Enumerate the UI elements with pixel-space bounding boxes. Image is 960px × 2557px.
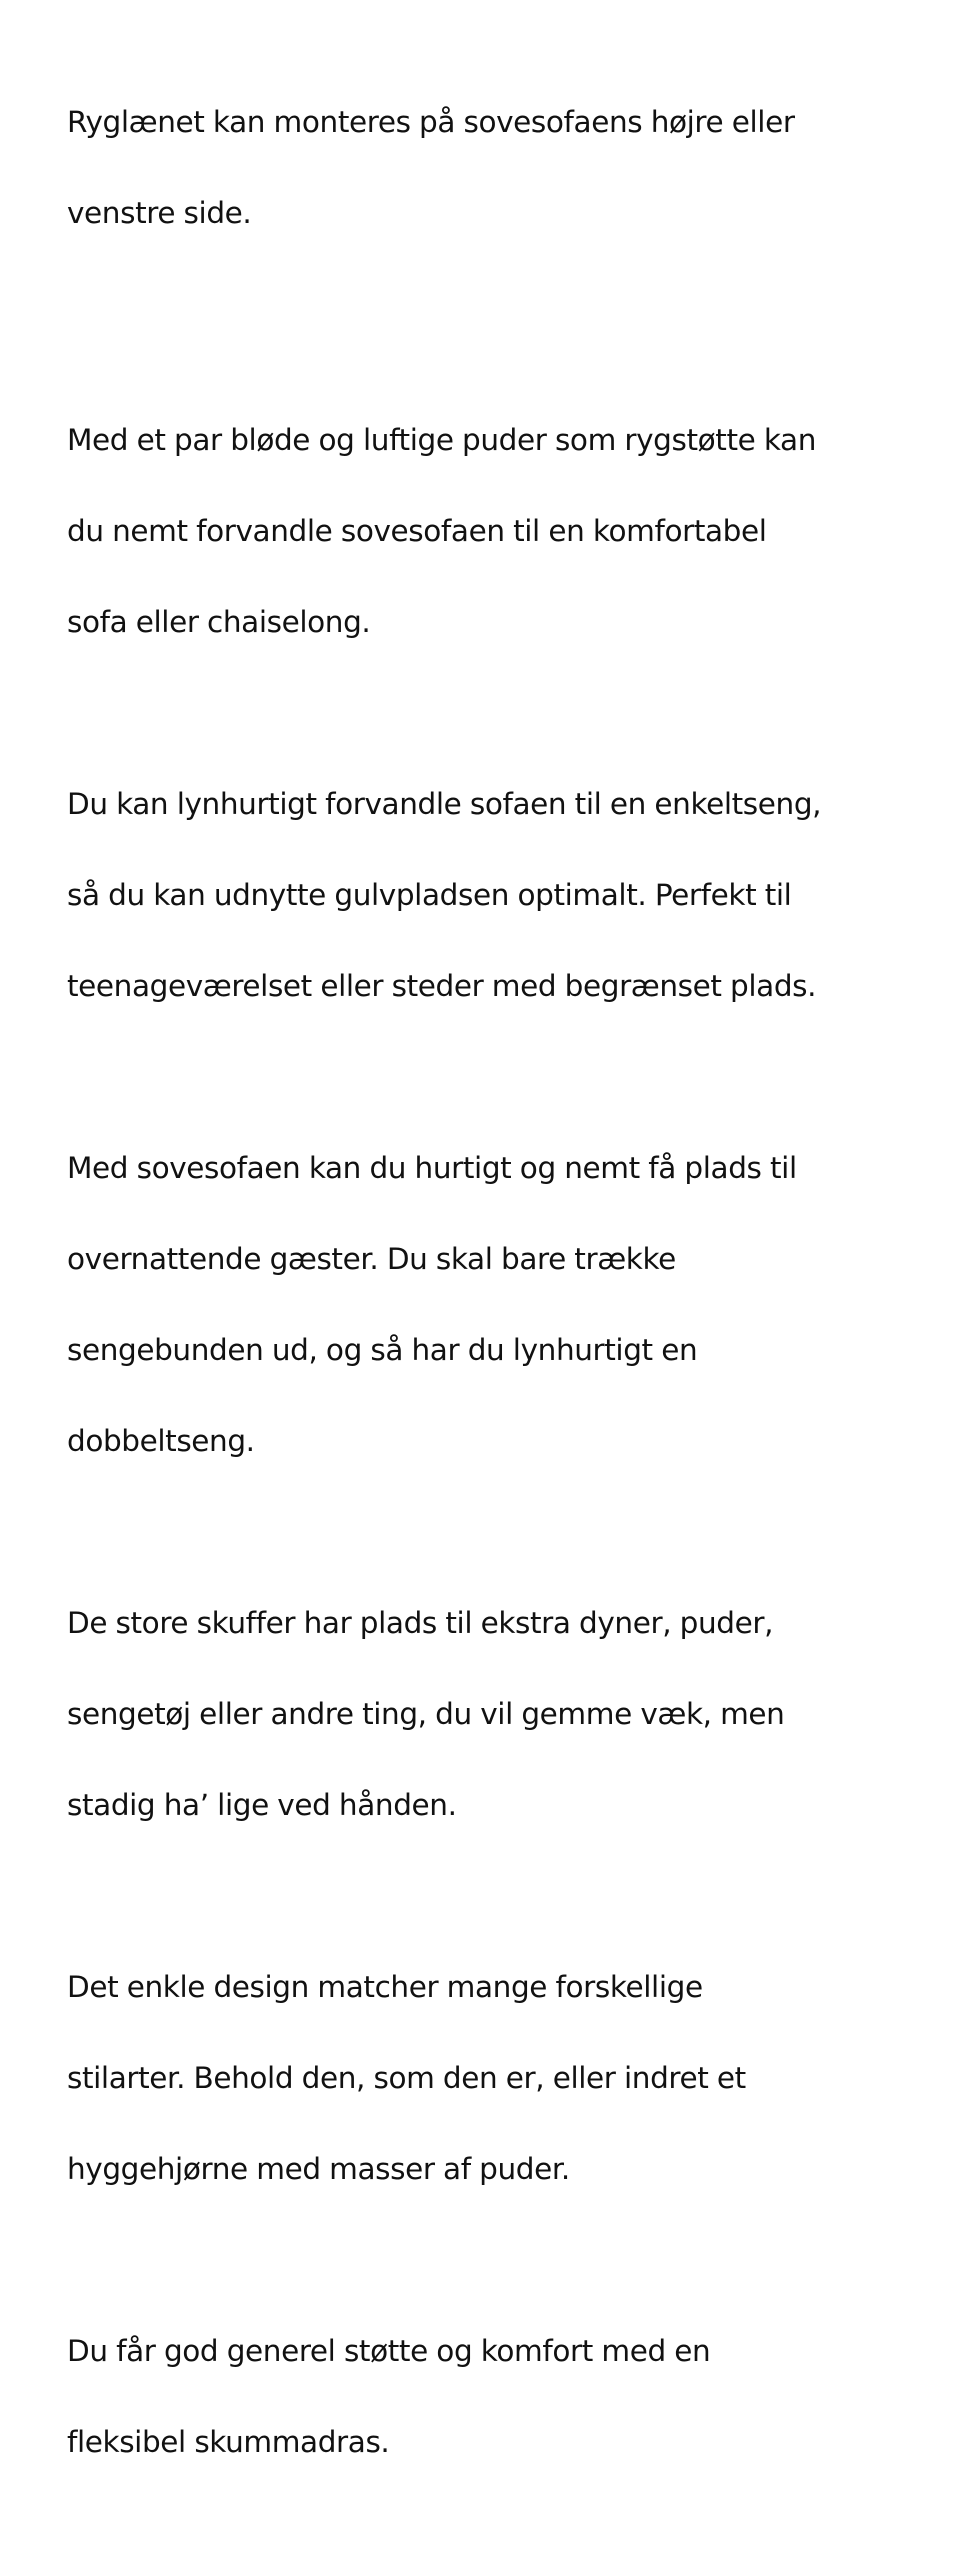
product-description [67, 54, 937, 2557]
text-line: Du får god generel støtte og komfort med en [67, 2334, 711, 2368]
text-line: stadig ha’ lige ved hånden. [67, 1788, 457, 1822]
text-line: du nemt forvandle sovesofaen til en komfortabel [67, 514, 767, 548]
text-line: Det enkle design matcher mange forskellige [67, 1970, 703, 2004]
text-line: dobbeltseng. [67, 1424, 255, 1458]
text-line: sengetøj eller andre ting, du vil gemme væk, men [67, 1697, 785, 1731]
text-line: sengebunden ud, og så har du lynhurtigt en [67, 1333, 698, 1367]
text-line: Ryglænet kan monteres på sovesofaens højre eller [67, 104, 795, 139]
paragraph-double-bed [67, 1101, 937, 1511]
text-line: Du kan lynhurtigt forvandle sofaen til en enkeltseng, [67, 787, 822, 821]
text-line: stilarter. Behold den, som den er, eller indret et [67, 2061, 746, 2095]
paragraph-single-bed [67, 737, 937, 1056]
text-line: så du kan udnytte gulvpladsen optimalt. Perfekt til [67, 878, 792, 912]
text-line: teenageværelset eller steder med begrænset plads. [67, 969, 817, 1003]
paragraph-design [67, 1920, 937, 2239]
paragraph-cushions [67, 373, 937, 692]
paragraph-drawers [67, 1556, 937, 1875]
paragraph-backrest [67, 54, 937, 282]
text-line: Med sovesofaen kan du hurtigt og nemt få plads til [67, 1151, 797, 1185]
text-line: hyggehjørne med masser af puder. [67, 2152, 570, 2186]
text-line: venstre side. [67, 195, 252, 230]
text-line: Med et par bløde og luftige puder som rygstøtte kan [67, 423, 816, 457]
text-line: fleksibel skummadras. [67, 2425, 390, 2459]
paragraph-mattress [67, 2284, 937, 2512]
text-line: De store skuffer har plads til ekstra dyner, puder, [67, 1606, 774, 1640]
text-line: sofa eller chaiselong. [67, 605, 371, 639]
text-line: overnattende gæster. Du skal bare trække [67, 1242, 676, 1276]
